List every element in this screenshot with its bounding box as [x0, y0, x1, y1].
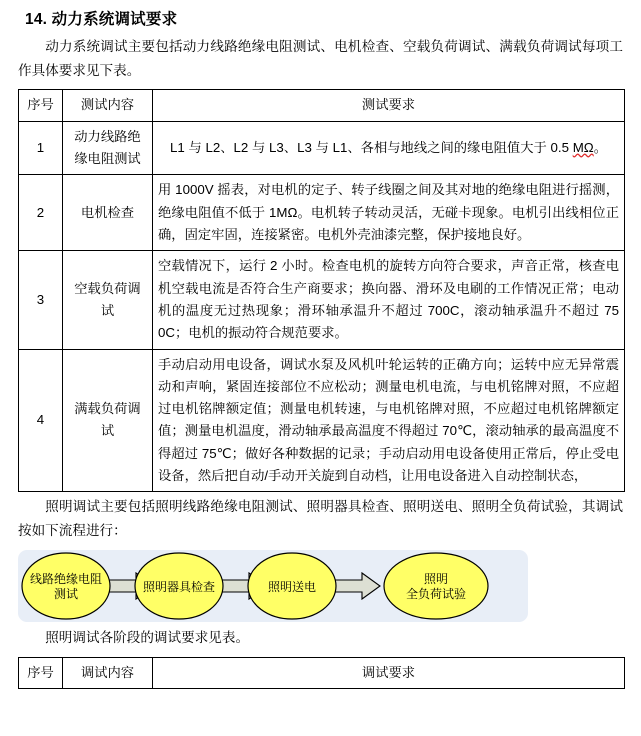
- row-item: 动力线路绝缘电阻测试: [63, 121, 153, 175]
- flow-node-4-label-line1: 照明: [423, 572, 449, 587]
- lighting-debug-table: [18, 657, 625, 689]
- row-number: 2: [19, 175, 63, 251]
- lighting-table-caption: 照明调试各阶段的调试要求见表。: [45, 630, 250, 646]
- flow-node-2[interactable]: [135, 553, 223, 619]
- row-item: 空载负荷调试: [63, 251, 153, 349]
- requirement-text-prefix: L1 与 L2、L2 与 L3、L3 与 L1、各相与地线之间的缘电阻值大于 0.5: [169, 139, 573, 155]
- intro-paragraph: 动力系统调试主要包括动力线路绝缘电阻测试、电机检查、空载负荷调试、满载负荷调试每项工作具体要求见下表。: [18, 39, 623, 78]
- row-item: 电机检查: [63, 175, 153, 251]
- column-header-no: 序号: [19, 657, 63, 688]
- section-number: 14.: [25, 11, 48, 28]
- lighting-flowchart: [18, 550, 624, 622]
- flow-node-4-label-line2: 全负荷试验: [405, 587, 467, 602]
- flowchart-svg: [18, 550, 538, 622]
- column-header-requirement: 调试要求: [153, 657, 625, 688]
- row-requirement: 手动启动用电设备，调试水泵及风机叶轮运转的正确方向；运转中应无异常震动和声响，紧固连接部位不应松动；测量电机电流，与电机铭牌对照，不应超过电机铭牌额定值；测量电机转速，与电机铭牌对照，不应超过电机铭牌额定值；测量电机温度，滑动轴承最高温度不得超过 70℃，滚动轴承的最高温度不得超过 75℃；做好各种数据的记录；手动启动用电设备使用正常后，停止受电设备，然后把自动/手动开关旋到自动档，让用电设备进入自动控制状态，: [153, 349, 625, 492]
- column-header-item: 测试内容: [63, 90, 153, 121]
- table-row: [19, 121, 625, 175]
- row-number: 4: [19, 349, 63, 492]
- flow-node-1-label-line1: 线路绝缘电阻: [29, 572, 103, 587]
- flow-arrow-3: [332, 573, 380, 599]
- table-row: [19, 349, 625, 492]
- flow-node-4[interactable]: [384, 553, 488, 619]
- requirement-spellcheck-flagged: MΩ: [572, 139, 594, 155]
- flow-node-3-label-line1: 照明送电: [267, 580, 317, 595]
- column-header-no: 序号: [19, 90, 63, 121]
- table-header-row: [19, 657, 625, 688]
- flow-node-1-label-line2: 测试: [53, 587, 79, 602]
- column-header-requirement: 测试要求: [153, 90, 625, 121]
- row-requirement: 用 1000V 摇表，对电机的定子、转子线圈之间及其对地的绝缘电阻进行摇测，绝缘电阻值不低于 1MΩ。电机转子转动灵活，无碰卡现象。电机引出线相位正确，固定牢固，连接紧密。电机外壳油漆完整，保护接地良好。: [153, 175, 625, 251]
- table-row: [19, 175, 625, 251]
- section-heading-text: 动力系统调试要求: [51, 11, 178, 28]
- table-header-row: [19, 90, 625, 121]
- table-row: [19, 251, 625, 349]
- row-item: 满载负荷调试: [63, 349, 153, 492]
- flow-node-3[interactable]: [248, 553, 336, 619]
- power-debug-table: [18, 89, 625, 492]
- lighting-intro-paragraph: 照明调试主要包括照明线路绝缘电阻测试、照明器具检查、照明送电、照明全负荷试验，其调试按如下流程进行：: [18, 499, 623, 538]
- row-number: 3: [19, 251, 63, 349]
- requirement-text-suffix: 。: [593, 139, 608, 155]
- flow-node-2-label-line1: 照明器具检查: [142, 580, 216, 595]
- page-title: [18, 0, 623, 33]
- row-requirement: 空载情况下，运行 2 小时。检查电机的旋转方向符合要求，声音正常，核查电机空载电流是否符合生产商要求；换向器、滑环及电刷的工作情况正常；电动机的温度无过热现象；滑环轴承温升不超过 700C，滚动轴承温升不超过 75 0C；电机的振动符合规范要求。: [153, 251, 625, 349]
- row-requirement: [153, 121, 625, 175]
- flow-node-1[interactable]: [22, 553, 110, 619]
- row-number: 1: [19, 121, 63, 175]
- column-header-item: 调试内容: [63, 657, 153, 688]
